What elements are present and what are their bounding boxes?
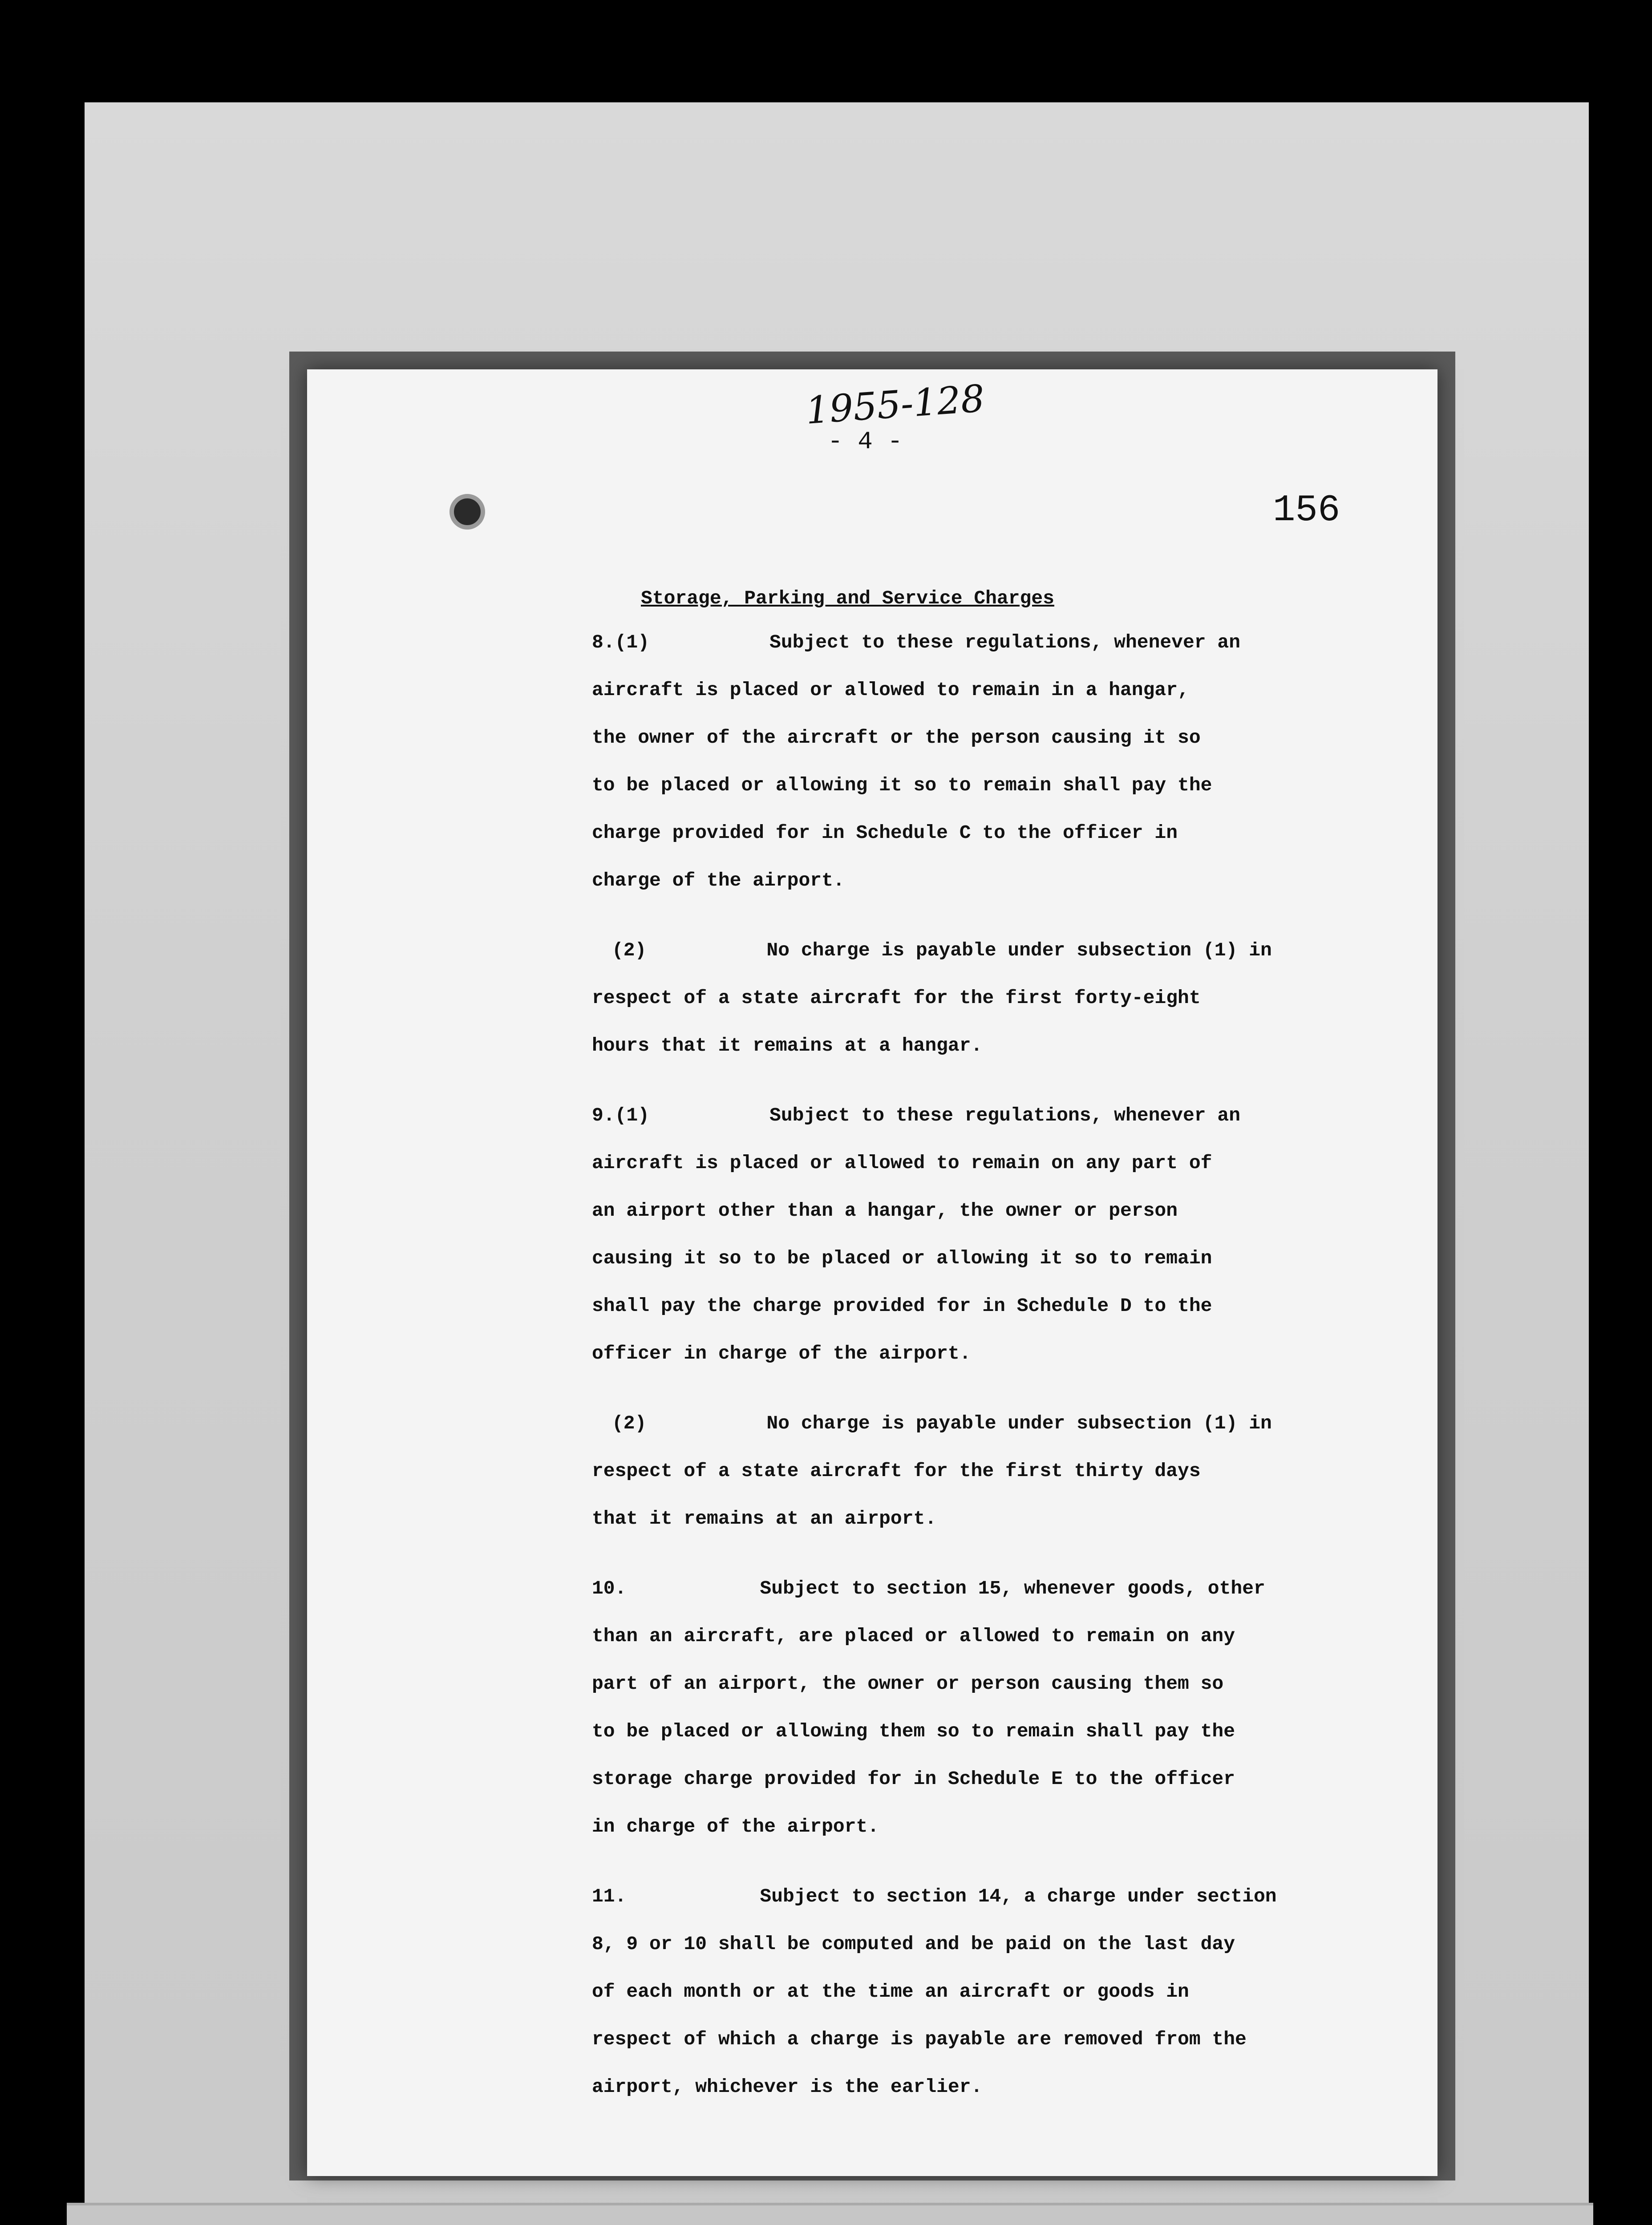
section-heading: Storage, Parking and Service Charges: [641, 587, 1054, 609]
paragraph-line: charge provided for in Schedule C to the officer in: [592, 822, 1178, 844]
paragraph-line: in charge of the airport.: [592, 1816, 879, 1837]
paragraph-line: that it remains at an airport.: [592, 1508, 937, 1529]
paragraph-number: 9.(1): [592, 1104, 650, 1126]
paragraph-line: shall pay the charge provided for in Schedule D to the: [592, 1295, 1212, 1317]
paragraph-8-1: [592, 619, 1286, 904]
paragraph-line: Subject to these regulations, whenever an: [769, 631, 1241, 653]
paragraph-line: aircraft is placed or allowed to remain in a hangar,: [592, 679, 1189, 701]
paragraph-line: than an aircraft, are placed or allowed to remain on any: [592, 1625, 1235, 1647]
paragraph-line: aircraft is placed or allowed to remain on any part of: [592, 1152, 1212, 1174]
paragraph-number: (2): [612, 1412, 647, 1434]
paragraph-line: officer in charge of the airport.: [592, 1343, 971, 1364]
paragraph-line: storage charge provided for in Schedule E to the officer: [592, 1768, 1235, 1790]
paragraph-9-1: [592, 1092, 1286, 1377]
document-body: [592, 578, 1286, 2133]
page-number: 156: [1273, 490, 1340, 532]
paragraph-line: part of an airport, the owner or person causing them so: [592, 1673, 1224, 1695]
hole-punch: [449, 494, 485, 530]
paragraph-line: respect of a state aircraft for the first thirty days: [592, 1460, 1201, 1482]
paragraph-8-2: [592, 926, 1286, 1069]
paragraph-number: 8.(1): [592, 631, 650, 653]
film-band: [67, 2203, 1593, 2225]
paragraph-10: [592, 1565, 1286, 1850]
paragraph-line: No charge is payable under subsection (1) in: [766, 1412, 1272, 1434]
paragraph-line: No charge is payable under subsection (1) in: [766, 939, 1272, 961]
paragraph-line: respect of a state aircraft for the first forty-eight: [592, 987, 1201, 1009]
paragraph-number: 11.: [592, 1885, 627, 1907]
paragraph-line: to be placed or allowing them so to remain shall pay the: [592, 1720, 1235, 1742]
paragraph-line: airport, whichever is the earlier.: [592, 2076, 983, 2098]
paragraph-number: (2): [612, 939, 647, 961]
paragraph-line: to be placed or allowing it so to remain shall pay the: [592, 774, 1212, 796]
paragraph-line: charge of the airport.: [592, 870, 845, 891]
paragraph-line: Subject to section 15, whenever goods, other: [760, 1578, 1265, 1599]
paragraph-line: hours that it remains at a hangar.: [592, 1035, 983, 1056]
page-marker: - 4 -: [828, 427, 903, 456]
paragraph-line: the owner of the aircraft or the person causing it so: [592, 727, 1201, 748]
paragraph-line: causing it so to be placed or allowing it so to remain: [592, 1247, 1212, 1269]
paragraph-line: 8, 9 or 10 shall be computed and be paid on the last day: [592, 1933, 1235, 1955]
paragraph-line: respect of which a charge is payable are removed from the: [592, 2028, 1247, 2050]
paragraph-line: of each month or at the time an aircraft or goods in: [592, 1981, 1189, 2002]
paragraph-line: an airport other than a hangar, the owner or person: [592, 1200, 1178, 1222]
paragraph-11: [592, 1873, 1286, 2111]
paragraph-9-2: [592, 1400, 1286, 1542]
paragraph-number: 10.: [592, 1578, 627, 1599]
paragraph-line: Subject to section 14, a charge under section: [760, 1885, 1277, 1907]
paragraph-line: Subject to these regulations, whenever an: [769, 1104, 1241, 1126]
handwritten-reference: 1955-128: [804, 376, 986, 433]
